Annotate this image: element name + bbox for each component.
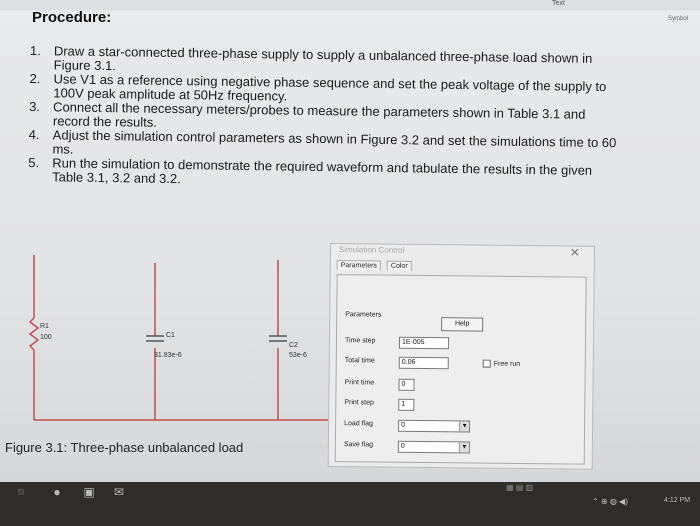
ribbon-tab-text[interactable]: Text bbox=[552, 0, 565, 7]
browser-icon[interactable]: ● bbox=[53, 485, 61, 499]
tab-color[interactable]: Color bbox=[387, 261, 412, 271]
procedure-step: 2. Use V1 as a reference using negative phase sequence and set the peak voltage of the supply to 100V peak amplitude at 50Hz frequency. bbox=[29, 70, 607, 104]
total-time-input[interactable]: 0.06 bbox=[399, 357, 449, 370]
procedure-steps bbox=[28, 44, 620, 192]
save-flag-select[interactable]: 0 ▼ bbox=[398, 441, 470, 454]
procedure-step: 3. Connect all the necessary meters/probes to measure the parameters shown in Table 3.1 and record the results. bbox=[29, 98, 586, 130]
system-tray-icons[interactable]: ⌃ ⊕ ◍ ◀) bbox=[592, 497, 628, 506]
three-phase-load-diagram bbox=[0, 240, 330, 455]
time-step-input[interactable]: 1E-005 bbox=[399, 337, 449, 350]
close-icon[interactable]: ✕ bbox=[569, 245, 580, 260]
save-flag-label: Save flag bbox=[343, 441, 374, 449]
taskbar-clock[interactable]: 4:12 PM bbox=[664, 497, 691, 504]
print-time-input[interactable]: 0 bbox=[398, 379, 414, 391]
total-time-label: Total time bbox=[344, 357, 375, 365]
c1-label: C1 bbox=[166, 332, 175, 339]
procedure-step: 5. Run the simulation to demonstrate the required waveform and tabulate the results in the given Table 3.1, 3.2 and 3.2. bbox=[28, 154, 593, 186]
c2-value: 53e-6 bbox=[289, 352, 307, 359]
chevron-down-icon[interactable]: ▼ bbox=[459, 421, 469, 431]
load-flag-label: Load flag bbox=[344, 420, 373, 428]
c1-value: 31.83e-6 bbox=[154, 352, 182, 359]
app-icon[interactable]: ▣ bbox=[83, 485, 95, 499]
simulation-control-dialog bbox=[328, 243, 595, 470]
c2-label: C2 bbox=[289, 342, 298, 349]
dialog-tabs bbox=[337, 260, 412, 271]
ribbon-tab-symbol[interactable]: Symbol bbox=[668, 16, 689, 22]
parameters-group-label: Parameters bbox=[345, 311, 382, 319]
figure-caption: Figure 3.1: Three-phase unbalanced load bbox=[5, 440, 244, 455]
start-icon[interactable]: ◾ bbox=[13, 485, 29, 499]
procedure-step: 4. Adjust the simulation control parameters as shown in Figure 3.2 and set the simulations time to 60 ms. bbox=[28, 126, 617, 157]
chevron-down-icon[interactable]: ▼ bbox=[459, 442, 469, 452]
r1-value: 100 bbox=[40, 334, 52, 341]
procedure-step: 1. Draw a star-connected three-phase supply to supply a unbalanced three-phase load shown in Figure 3.1. bbox=[29, 43, 593, 73]
time-step-label: Time step bbox=[344, 337, 376, 345]
parameters-panel bbox=[335, 274, 587, 465]
load-flag-select[interactable]: 0 ▼ bbox=[398, 420, 470, 433]
print-step-input[interactable]: 1 bbox=[398, 399, 414, 411]
view-icons[interactable]: ▦ ▤ ▥ bbox=[506, 483, 534, 492]
mail-icon[interactable]: ✉ bbox=[113, 485, 125, 499]
free-run-checkbox[interactable]: Free run bbox=[483, 360, 521, 368]
print-time-label: Print time bbox=[344, 379, 375, 387]
print-step-label: Print step bbox=[344, 399, 374, 407]
dialog-title: Simulation Control bbox=[338, 245, 405, 255]
procedure-heading: Procedure: bbox=[32, 9, 112, 26]
r1-label: R1 bbox=[40, 323, 49, 330]
tab-parameters[interactable]: Parameters bbox=[337, 260, 381, 270]
help-button[interactable]: Help bbox=[441, 317, 483, 331]
